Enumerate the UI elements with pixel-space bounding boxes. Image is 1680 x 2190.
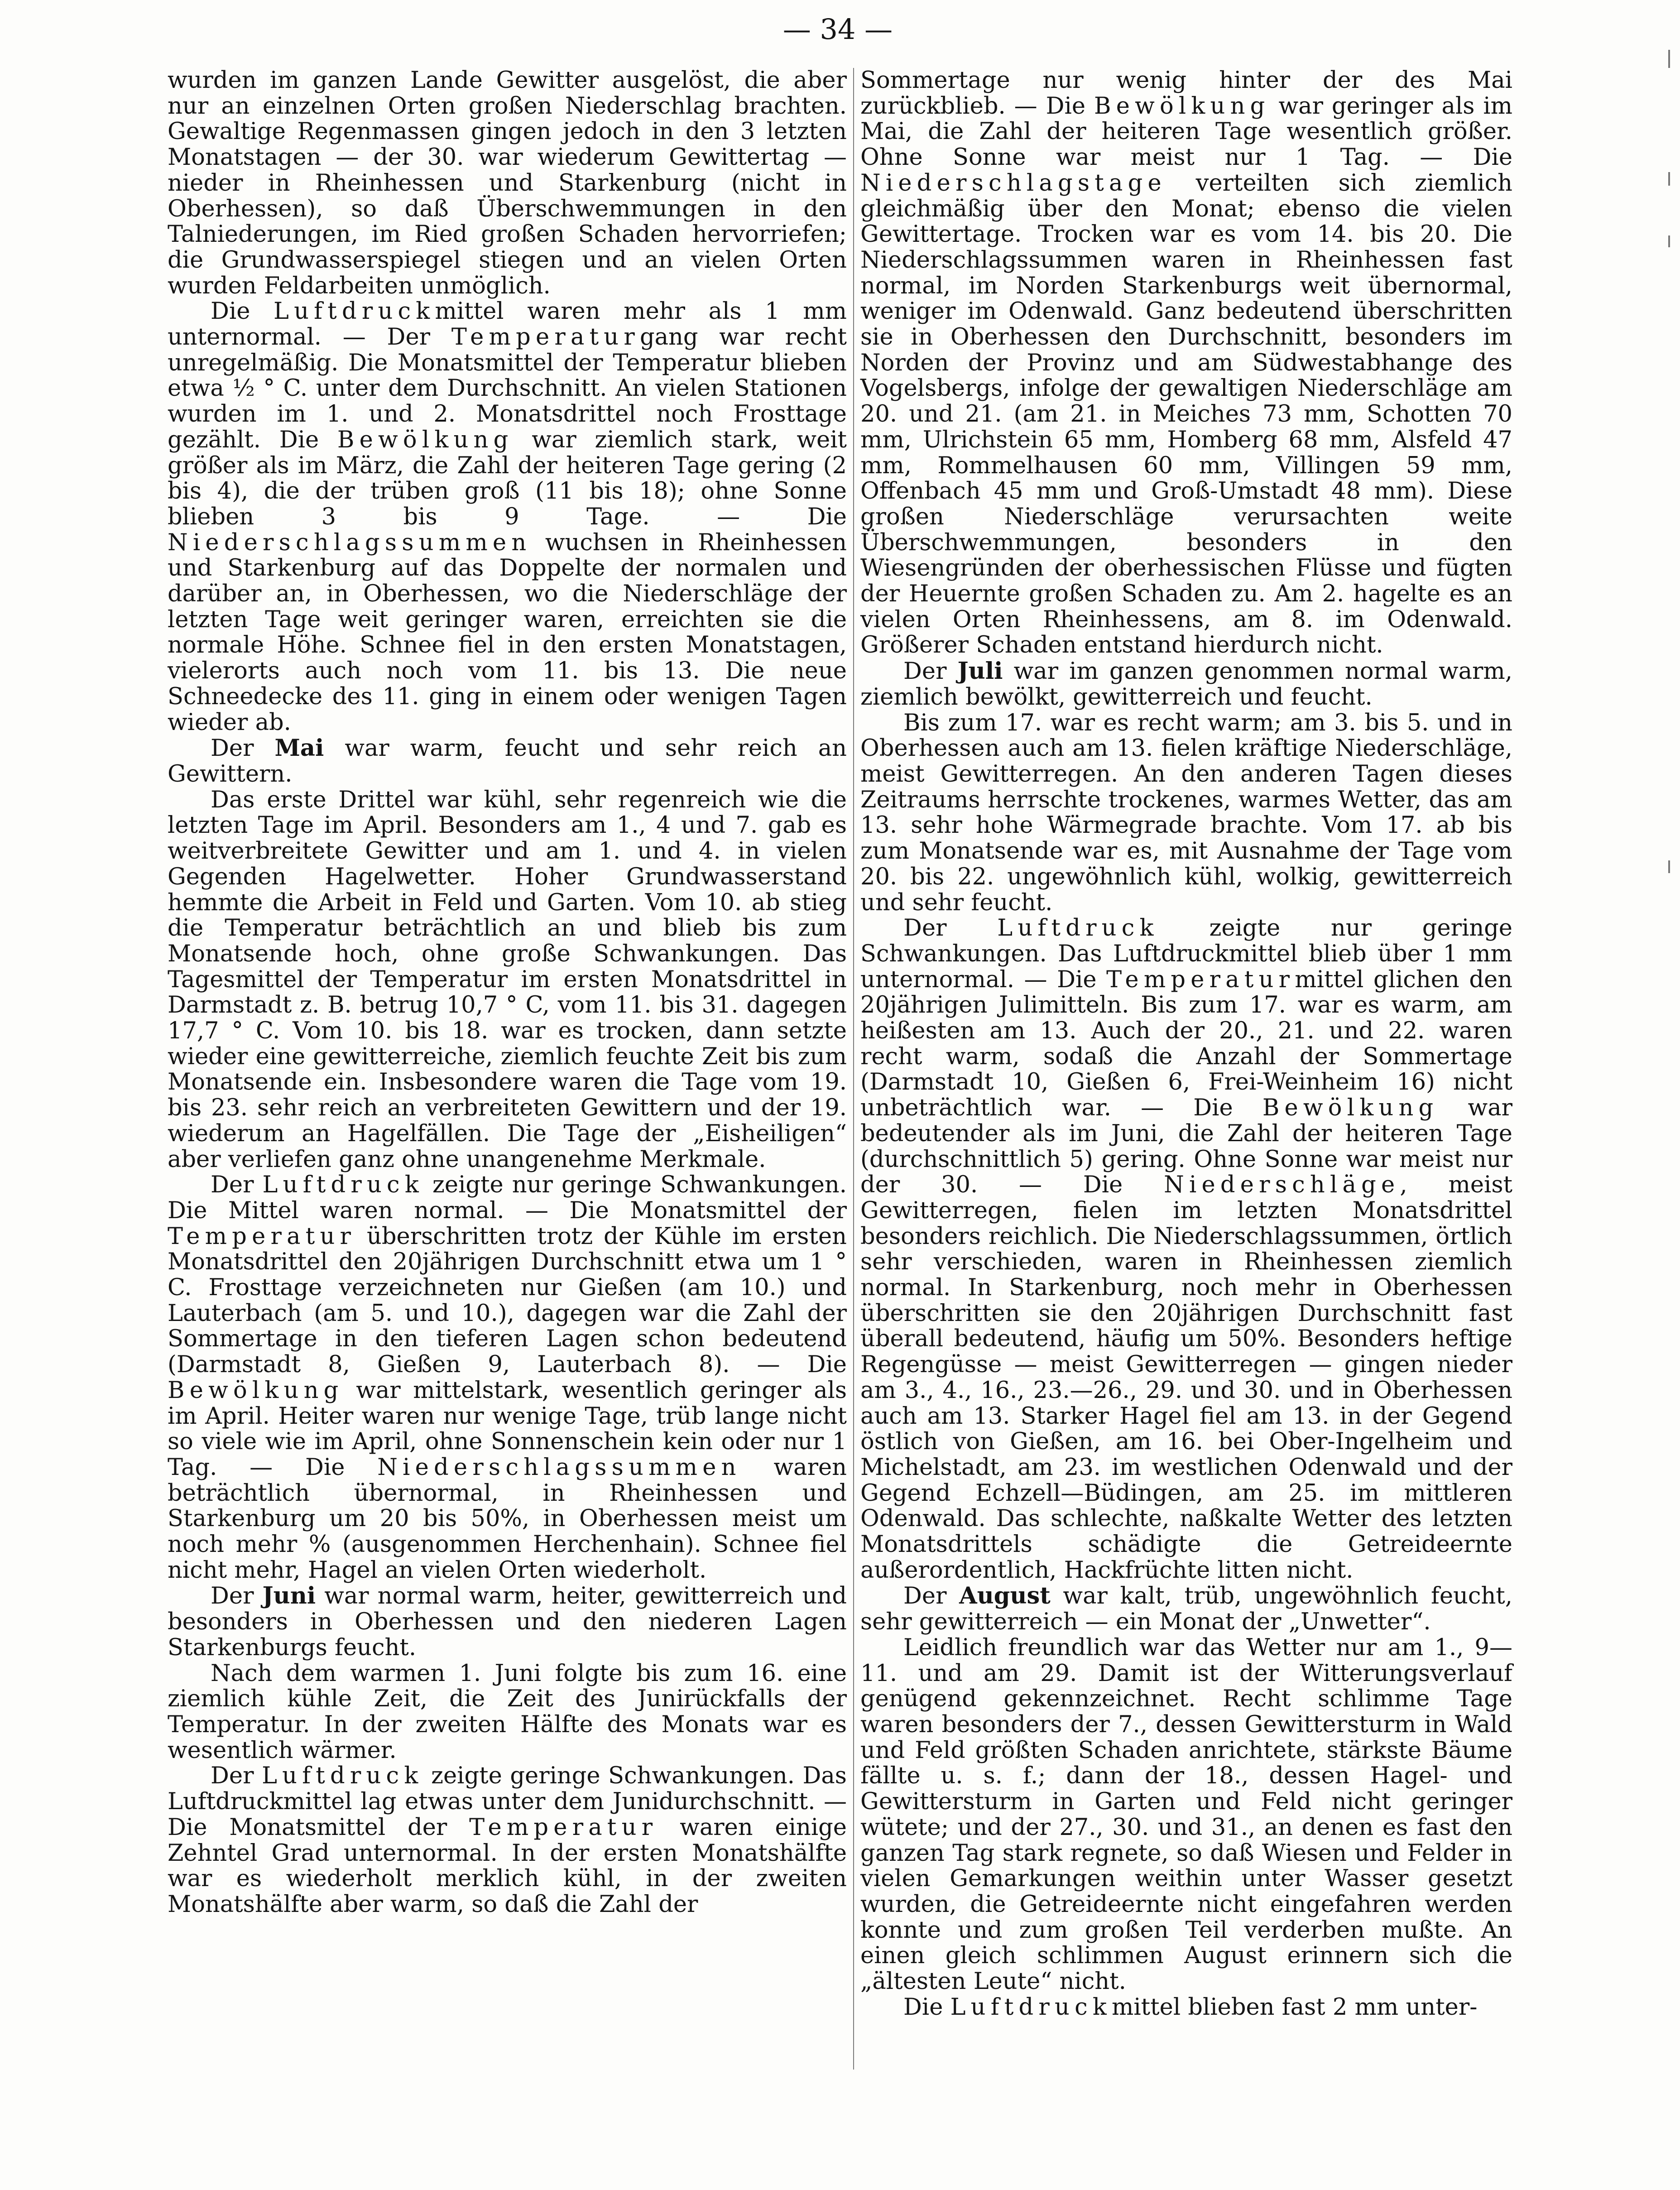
- paragraph-text: zeigte nur geringe Schwankungen. Die Mittel waren normal. — Die Monatsmittel der: [168, 1172, 847, 1224]
- left-column: [168, 68, 847, 1918]
- paragraph: [860, 658, 1512, 710]
- emphasized-term: Niederschlagssummen: [377, 1454, 741, 1481]
- paragraph: [860, 1583, 1512, 1635]
- page-number: — 34 —: [782, 13, 893, 46]
- emphasized-term: Temperatur: [168, 1223, 356, 1250]
- paragraph: [168, 735, 847, 787]
- emphasized-term: Luftdruck: [262, 1172, 424, 1199]
- scan-edge-mark: [1668, 172, 1670, 186]
- paragraph: [168, 1583, 847, 1661]
- paragraph-text: waren beträchtlich übernormal, in Rheinhessen und Starkenburg um 20 bis 50%, in Oberhessen meist um noch mehr % (ausgenommen Herchenhain). Schnee fiel nicht mehr, Hagel an vielen Orten wiederholt.: [168, 1454, 847, 1584]
- paragraph-text: war im ganzen genommen normal warm, ziemlich bewölkt, gewitterreich und feucht.: [860, 658, 1512, 711]
- paragraph-text: , meist Gewitterregen, fielen im letzten Monatsdrittel besonders reichlich. Die Niederschlagssummen, örtlich sehr verschieden, waren in Rheinhessen ziemlich normal. In Starkenburg, noch mehr in Oberhessen überschritten sie den 20jährigen Durchschnitt fast überall bedeutend, häufig um 50%. Besonders heftige Regengüsse — meist Gewitterregen — gingen nieder am 3., 4., 16., 23.—26., 29. und 30. und in Oberhessen auch am 13. Starker Hagel fiel am 13. in der Gegend östlich von Gießen, am 16. bei Ober-Ingelheim und Michelstadt, am 23. im westlichen Odenwald und der Gegend Echzell—Büdingen, am 25. im mittleren Odenwald. Das schlechte, naßkalte Wetter des letzten Monatsdrittels schädigte die Getreideernte außerordentlich, Hackfrüchte litten nicht.: [860, 1172, 1512, 1584]
- paragraph-text: zeigte nur geringe Schwankungen. Das Luftdruckmittel blieb über 1 mm unternormal. — Die: [860, 915, 1512, 993]
- scan-edge-mark: [1668, 235, 1670, 247]
- paragraph-text: Der: [211, 1172, 263, 1199]
- paragraph-text: war bedeutender als im Juni, die Zahl der heiteren Tage (durchschnittlich 5) gering. Ohne Sonne war meist nur der 30. — Die: [860, 1095, 1512, 1199]
- paragraph-text: war geringer als im Mai, die Zahl der heiteren Tage wesentlich größer. Ohne Sonne war meist nur 1 Tag. — Die: [860, 92, 1512, 171]
- paragraph: [168, 1661, 847, 1764]
- emphasized-term: Luftdruck: [262, 1763, 423, 1790]
- emphasized-term: Bewölkung: [1094, 92, 1270, 120]
- paragraph: [860, 916, 1512, 1583]
- paragraph-text: Bis zum 17. war es recht warm; am 3. bis 5. und in Oberhessen auch am 13. fielen kräftige Niederschläge, meist Gewitterregen. An den anderen Tagen dieses Zeitraums herrschte trockenes, warmes Wetter, das am 13. sehr hohe Wärmegrade brachte. Vom 17. ab bis zum Monatsende war es, mit Ausnahme der Tage vom 20. bis 22. ungewöhnlich kühl, wolkig, gewitterreich und sehr feucht.: [860, 709, 1512, 916]
- paragraph-text: war ziemlich stark, weit größer als im März, die Zahl der heiteren Tage gering (2 bis 4), die der trüben groß (11 bis 18); ohne Sonne blieben 3 bis 9 Tage. — Die: [168, 426, 847, 530]
- paragraph-text: Die: [211, 298, 274, 325]
- paragraph: [860, 68, 1512, 658]
- emphasized-term: Bewölkung: [1262, 1095, 1439, 1122]
- paragraph-text: Der: [211, 1583, 263, 1610]
- paragraph-text: Nach dem warmen 1. Juni folgte bis zum 16. eine ziemlich kühle Zeit, die Zeit des Junirückfalls der Temperatur. In der zweiten Hälfte des Monats war es wesentlich wärmer.: [168, 1660, 847, 1764]
- paragraph-text: war normal warm, heiter, gewitterreich und besonders in Oberhessen und den niederen Lagen Starkenburgs feucht.: [168, 1583, 847, 1661]
- paragraph-text: Sommertage nur wenig hinter der des Mai zurückblieb. — Die: [860, 67, 1512, 120]
- paragraph-text: Der: [903, 658, 958, 685]
- month-heading: Juli: [957, 658, 1003, 685]
- emphasized-term: Temperatur: [451, 324, 640, 351]
- emphasized-term: Temperatur: [469, 1814, 658, 1841]
- emphasized-term: Niederschläge: [1164, 1172, 1400, 1199]
- right-column: [860, 68, 1512, 2020]
- scan-edge-mark: [1668, 860, 1670, 873]
- scan-edge-mark: [1668, 50, 1670, 68]
- emphasized-term: Bewölkung: [337, 426, 514, 453]
- column-divider: [853, 68, 854, 2070]
- paragraph-text: Der: [211, 735, 275, 762]
- paragraph: [168, 1763, 847, 1917]
- month-heading: August: [959, 1582, 1051, 1610]
- paragraph-text: wuchsen in Rheinhessen und Starkenburg auf das Doppelte der normalen und darüber an, in Oberhessen, wo die Niederschläge der letzten Tage weit geringer waren, erreichten sie die normale Höhe. Schnee fiel in den ersten Monatstagen, vielerorts auch noch vom 11. bis 13. Die neue Schneedecke des 11. ging in einem oder wenigen Tagen wieder ab.: [168, 529, 847, 736]
- emphasized-term: Temperatur: [1106, 966, 1295, 993]
- paragraph-text: Der: [903, 1583, 960, 1610]
- emphasized-term: Luftdruck: [274, 298, 435, 325]
- paragraph-text: überschritten trotz der Kühle im ersten Monatsdrittel den 20jährigen Durchschnitt etwa um 1 ° C. Frosttage verzeichneten nur Gießen (am 10.) und Lauterbach (am 5. und 10.), dagegen war die Zahl der Sommertage in den tieferen Lagen schon bedeutend (Darmstadt 8, Gießen 9, Lauterbach 8). — Die: [168, 1223, 847, 1378]
- paragraph-text: war mittelstark, wesentlich geringer als im April. Heiter waren nur wenige Tage, trüb lange nicht so viele wie im April, ohne Sonnenschein kein oder nur 1 Tag. — Die: [168, 1377, 847, 1481]
- emphasized-term: Luftdruck: [997, 915, 1159, 942]
- emphasized-term: Luftdruck: [950, 1993, 1112, 2021]
- paragraph-text: mittel blieben fast 2 mm unter-: [1112, 1993, 1478, 2021]
- emphasized-term: Niederschlagssummen: [168, 529, 532, 556]
- paragraph: [168, 1172, 847, 1583]
- paragraph-text: Der: [903, 915, 998, 942]
- paragraph-text: zeigte geringe Schwankungen. Das Luftdruckmittel lag etwas unter dem Junidurchschnitt. — Die Monatsmittel der: [168, 1763, 847, 1841]
- month-heading: Mai: [274, 735, 324, 762]
- paragraph-text: Der: [211, 1763, 262, 1790]
- paragraph-text: Das erste Drittel war kühl, sehr regenreich wie die letzten Tage im April. Besonders am 1., 4 und 7. gab es weitverbreitete Gewitter und am 1. und 4. in vielen Gegenden Hagelwetter. Hoher Grundwasserstand hemmte die Arbeit in Feld und Garten. Vom 10. ab stieg die Temperatur beträchtlich an und blieb bis zum Monatsende hoch, ohne große Schwankungen. Das Tagesmittel der Temperatur im ersten Monatsdrittel in Darmstadt z. B. betrug 10,7 ° C, vom 11. bis 31. dagegen 17,7 ° C. Vom 10. bis 18. war es trocken, dann setzte wieder eine gewitterreiche, ziemlich feuchte Zeit bis zum Monatsende ein. Insbesondere waren die Tage vom 19. bis 23. sehr reich an verbreiteten Gewittern und der 19. wiederum an Hagelfällen. Die Tage der „Eisheiligen“ aber verliefen ganz ohne unangenehme Merkmale.: [168, 786, 847, 1173]
- paragraph: [168, 788, 847, 1173]
- paragraph-text: mittel glichen den 20jährigen Julimitteln. Bis zum 17. war es warm, am heißesten am 13. Auch der 20., 21. und 22. waren recht warm, sodaß die Anzahl der Sommertage (Darmstadt 10, Gießen 6, Frei-Weinheim 16) nicht unbeträchtlich war. — Die: [860, 966, 1513, 1122]
- paragraph-text: mittel waren mehr als 1 mm unternormal. — Der: [168, 298, 847, 351]
- paragraph-text: gang war recht unregelmäßig. Die Monatsmittel der Temperatur blieben etwa ½ ° C. unter dem Durchschnitt. An vielen Stationen wurden im 1. und 2. Monatsdrittel noch Frosttage gezählt. Die: [168, 324, 847, 453]
- paragraph-text: war kalt, trüb, ungewöhnlich feucht, sehr gewitterreich — ein Monat der „Unwetter“.: [860, 1583, 1512, 1636]
- month-heading: Juni: [262, 1582, 316, 1610]
- paragraph-text: verteilten sich ziemlich gleichmäßig über den Monat; ebenso die vielen Gewittertage. Trocken war es vom 14. bis 20. Die Niederschlagssummen waren in Rheinhessen fast normal, im Norden Starkenburgs weit übernormal, weniger im Odenwald. Ganz bedeutend überschritten sie in Oberhessen den Durchschnitt, besonders im Norden der Provinz und am Südwestabhange des Vogelsbergs, infolge der gewaltigen Niederschläge am 20. und 21. (am 21. in Meiches 73 mm, Schotten 70 mm, Ulrichstein 65 mm, Homberg 68 mm, Alsfeld 47 mm, Rommelhausen 60 mm, Villingen 59 mm, Offenbach 45 mm und Groß-Umstadt 48 mm). Diese großen Niederschläge verursachten weite Überschwemmungen, besonders in den Wiesengründen der oberhessischen Flüsse und fügten der Heuernte großen Schaden zu. Am 2. hagelte es an vielen Orten Rheinhessens, am 8. im Odenwald. Größerer Schaden entstand hierdurch nicht.: [860, 169, 1512, 659]
- paragraph-text: Leidlich freundlich war das Wetter nur am 1., 9—11. und am 29. Damit ist der Witterungsverlauf genügend gekennzeichnet. Recht schlimme Tage waren besonders der 7., dessen Gewittersturm in Wald und Feld größten Schaden anrichtete, stärkste Bäume fällte u. s. f.; dann der 18., dessen Hagel- und Gewittersturm in Garten und Feld nicht geringer wütete; und der 27., 30. und 31., an denen es fast den ganzen Tag stark regnete, so daß Wiesen und Felder in vielen Gemarkungen weithin unter Wasser gesetzt wurden, die Getreideernte nicht eingefahren werden konnte und zum großen Teil verderben mußte. An einen gleich schlimmen August erinnern sich die „ältesten Leute“ nicht.: [860, 1634, 1512, 1995]
- emphasized-term: Bewölkung: [168, 1377, 344, 1404]
- paragraph: [168, 68, 847, 299]
- paragraph-text: waren einige Zehntel Grad unternormal. In der ersten Monatshälfte war es wiederholt merklich kühl, in der zweiten Monatshälfte aber warm, so daß die Zahl der: [168, 1814, 847, 1918]
- emphasized-term: Niederschlagstage: [860, 169, 1166, 197]
- paragraph-text: war warm, feucht und sehr reich an Gewittern.: [168, 735, 847, 788]
- paragraph: [860, 1635, 1512, 1995]
- paragraph-text: Die: [903, 1993, 950, 2021]
- paragraph-text: wurden im ganzen Lande Gewitter ausgelöst, die aber nur an einzelnen Orten großen Niederschlag brachten. Gewaltige Regenmassen gingen jedoch in den 3 letzten Monatstagen — der 30. war wiederum Gewittertag — nieder in Rheinhessen und Starkenburg (nicht in Oberhessen), so daß Überschwemmungen in den Talniederungen, im Ried großen Schaden hervorriefen; die Grundwasserspiegel stiegen und an vielen Orten wurden Feldarbeiten unmöglich.: [168, 67, 847, 299]
- paragraph: [860, 1995, 1512, 2021]
- paragraph: [168, 299, 847, 735]
- paragraph: [860, 711, 1512, 916]
